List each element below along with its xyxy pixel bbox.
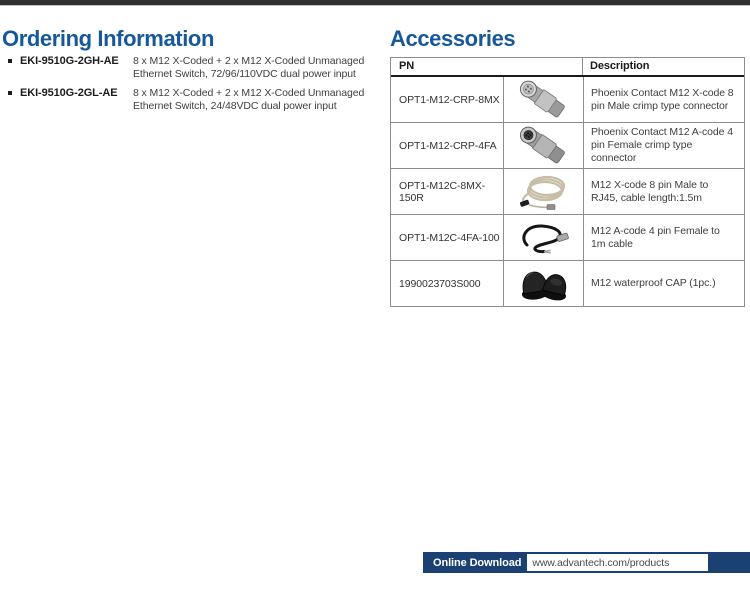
- model-description: 8 x M12 X-Coded + 2 x M12 X-Coded Unmanaged Ethernet Switch, 24/48VDC dual power input: [133, 87, 365, 112]
- column-header-pn: PN: [399, 60, 415, 72]
- description-cell: Phoenix Contact M12 A-code 4 pin Female crimp type connector: [583, 123, 744, 168]
- m12-waterproof-caps-photo: [503, 261, 583, 306]
- table-row: [391, 214, 744, 260]
- pn-cell: OPT1-M12-CRP-8MX: [399, 93, 500, 106]
- page-top-rule: [0, 0, 750, 6]
- pn-cell: OPT1-M12-CRP-4FA: [399, 139, 497, 152]
- download-url-box[interactable]: [527, 554, 708, 571]
- description-cell: M12 A-code 4 pin Female to 1m cable: [583, 215, 744, 260]
- model-number: EKI-9510G-2GH-AE: [20, 55, 119, 67]
- ordering-item: [8, 55, 378, 81]
- column-header-description: Description: [582, 58, 744, 75]
- ordering-list: [8, 55, 378, 119]
- m12-a-code-4pin-female-connector-photo: [503, 123, 583, 168]
- ordering-item: [8, 87, 378, 113]
- description-cell: Phoenix Contact M12 X-code 8 pin Male crimp type connector: [583, 77, 744, 122]
- description-cell: M12 waterproof CAP (1pc.): [583, 261, 744, 306]
- bullet-icon: [8, 91, 12, 95]
- model-number: EKI-9510G-2GL-AE: [20, 87, 118, 99]
- m12-female-black-cable-photo: [503, 215, 583, 260]
- online-download-label: Online Download: [433, 556, 522, 569]
- table-row: [391, 260, 744, 306]
- accessories-title: Accessories: [390, 26, 516, 51]
- table-row: [391, 77, 744, 122]
- ordering-information-title: Ordering Information: [2, 26, 215, 51]
- model-description: 8 x M12 X-Coded + 2 x M12 X-Coded Unmanaged Ethernet Switch, 72/96/110VDC dual power input: [133, 55, 365, 80]
- pn-cell: OPT1-M12C-4FA-100: [399, 231, 500, 244]
- description-cell: M12 X-code 8 pin Male to RJ45, cable length:1.5m: [583, 169, 744, 214]
- bullet-icon: [8, 59, 12, 63]
- pn-cell: 1990023703S000: [399, 277, 481, 290]
- accessories-table-header: [391, 58, 744, 77]
- online-download-banner: [423, 552, 750, 573]
- accessories-table: [390, 57, 745, 307]
- download-url-link[interactable]: www.advantech.com/products: [532, 556, 670, 569]
- table-row: [391, 168, 744, 214]
- table-row: [391, 122, 744, 168]
- pn-cell: OPT1-M12C-8MX-150R: [399, 179, 486, 204]
- m12-x-code-8pin-male-connector-photo: [503, 77, 583, 122]
- m12-to-rj45-coiled-cable-photo: [503, 169, 583, 214]
